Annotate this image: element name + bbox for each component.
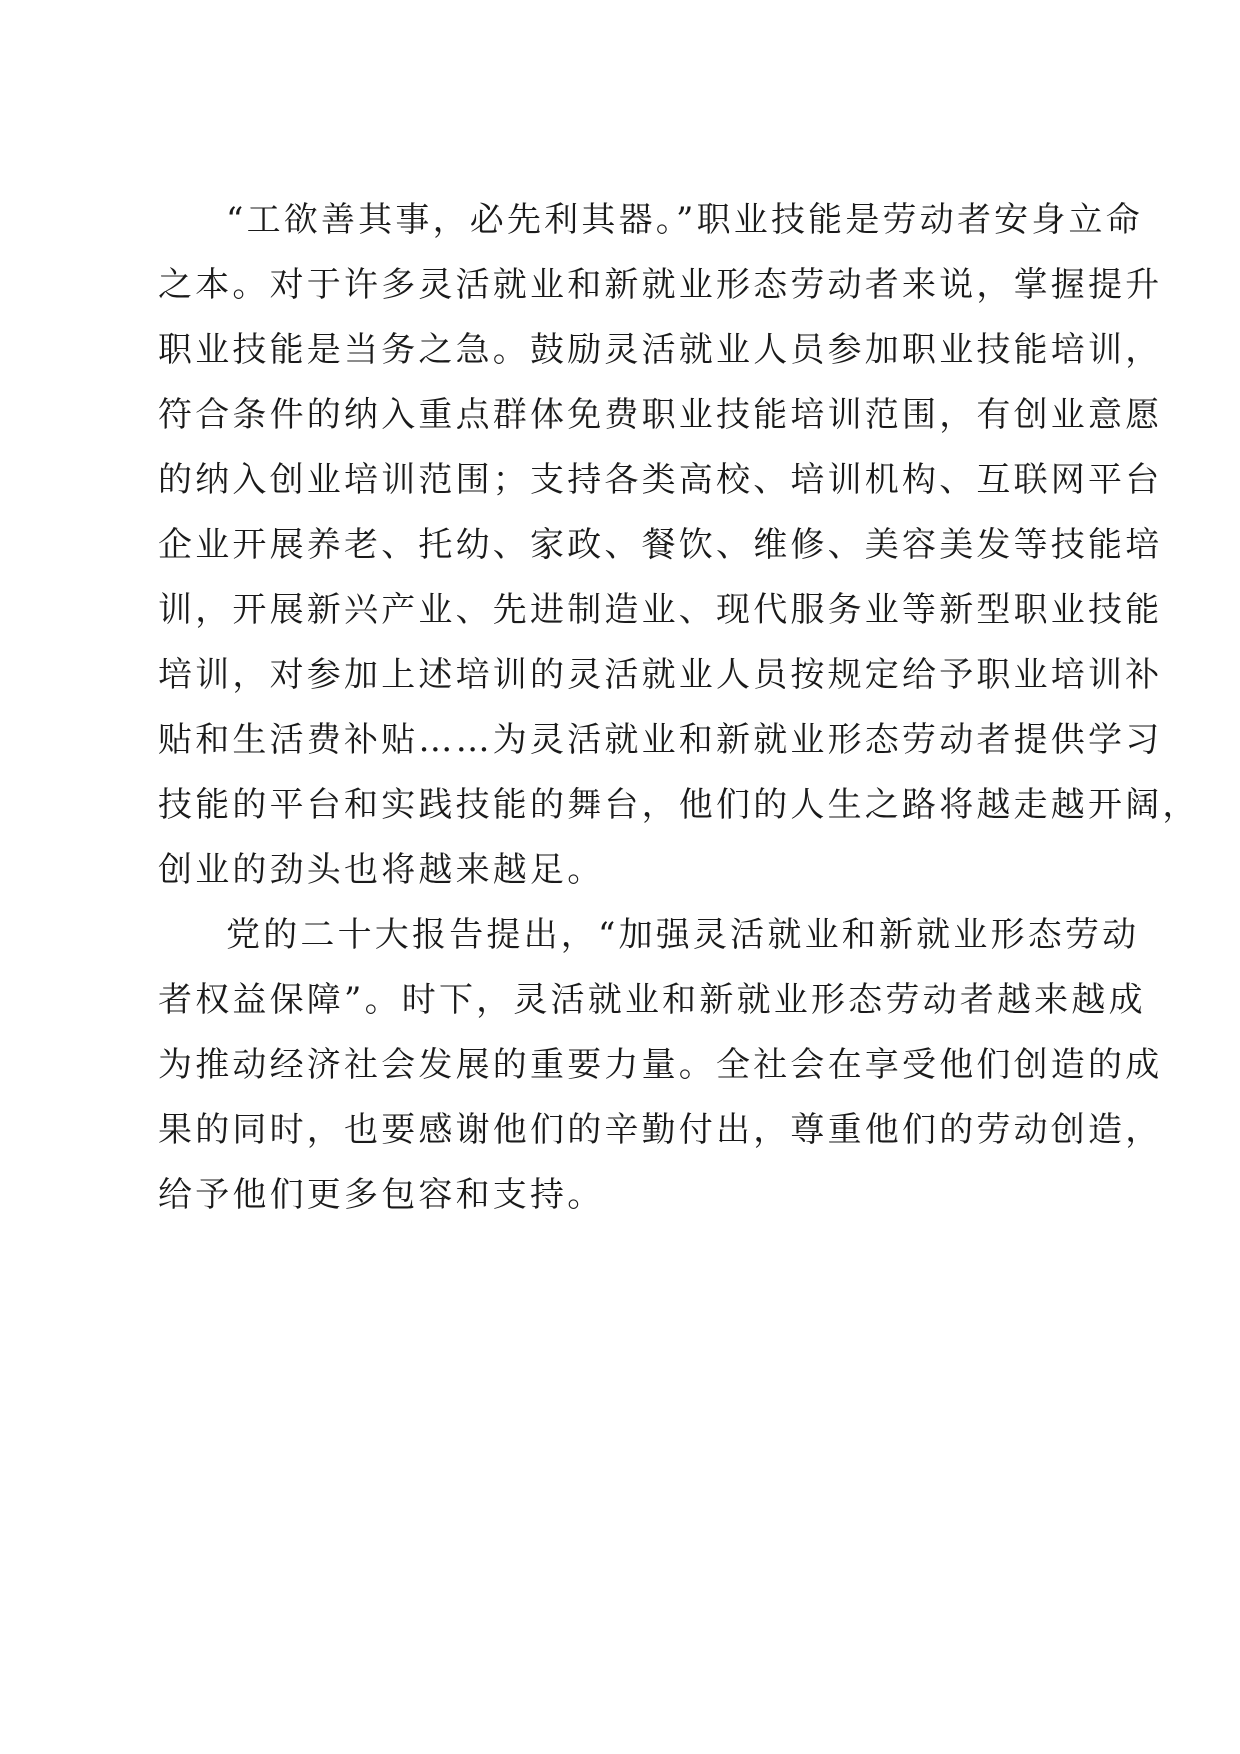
paragraph-line: 创业的劲头也将越来越足。 xyxy=(158,850,605,890)
paragraph-line: 训，开展新兴产业、先进制造业、现代服务业等新型职业技能 xyxy=(158,590,1163,630)
paragraph-line: 之本。对于许多灵活就业和新就业形态劳动者来说，掌握提升 xyxy=(158,265,1163,305)
paragraph-line: 给予他们更多包容和支持。 xyxy=(158,1175,605,1215)
paragraph-rights-protection xyxy=(158,903,1163,1228)
paragraph-line: 职业技能是当务之急。鼓励灵活就业人员参加职业技能培训， xyxy=(158,330,1163,370)
paragraph-line: 的纳入创业培训范围；支持各类高校、培训机构、互联网平台 xyxy=(158,460,1163,500)
paragraph-line: 技能的平台和实践技能的舞台，他们的人生之路将越走越开阔， xyxy=(158,785,1200,825)
paragraph-line: 党的二十大报告提出，“加强灵活就业和新就业形态劳动 xyxy=(226,915,1140,955)
paragraph-line: 者权益保障”。时下，灵活就业和新就业形态劳动者越来越成 xyxy=(158,980,1146,1020)
paragraph-line: 贴和生活费补贴……为灵活就业和新就业形态劳动者提供学习 xyxy=(158,720,1163,760)
paragraph-line: 企业开展养老、托幼、家政、餐饮、维修、美容美发等技能培 xyxy=(158,525,1163,565)
paragraph-line: 符合条件的纳入重点群体免费职业技能培训范围，有创业意愿 xyxy=(158,395,1163,435)
paragraph-line: 为推动经济社会发展的重要力量。全社会在享受他们创造的成 xyxy=(158,1045,1163,1085)
paragraph-skills-training xyxy=(158,188,1200,903)
document-body xyxy=(158,188,1200,1228)
paragraph-line: “工欲善其事，必先利其器。”职业技能是劳动者安身立命 xyxy=(226,200,1143,240)
paragraph-line: 培训，对参加上述培训的灵活就业人员按规定给予职业培训补 xyxy=(158,655,1163,695)
paragraph-line: 果的同时，也要感谢他们的辛勤付出，尊重他们的劳动创造， xyxy=(158,1110,1163,1150)
